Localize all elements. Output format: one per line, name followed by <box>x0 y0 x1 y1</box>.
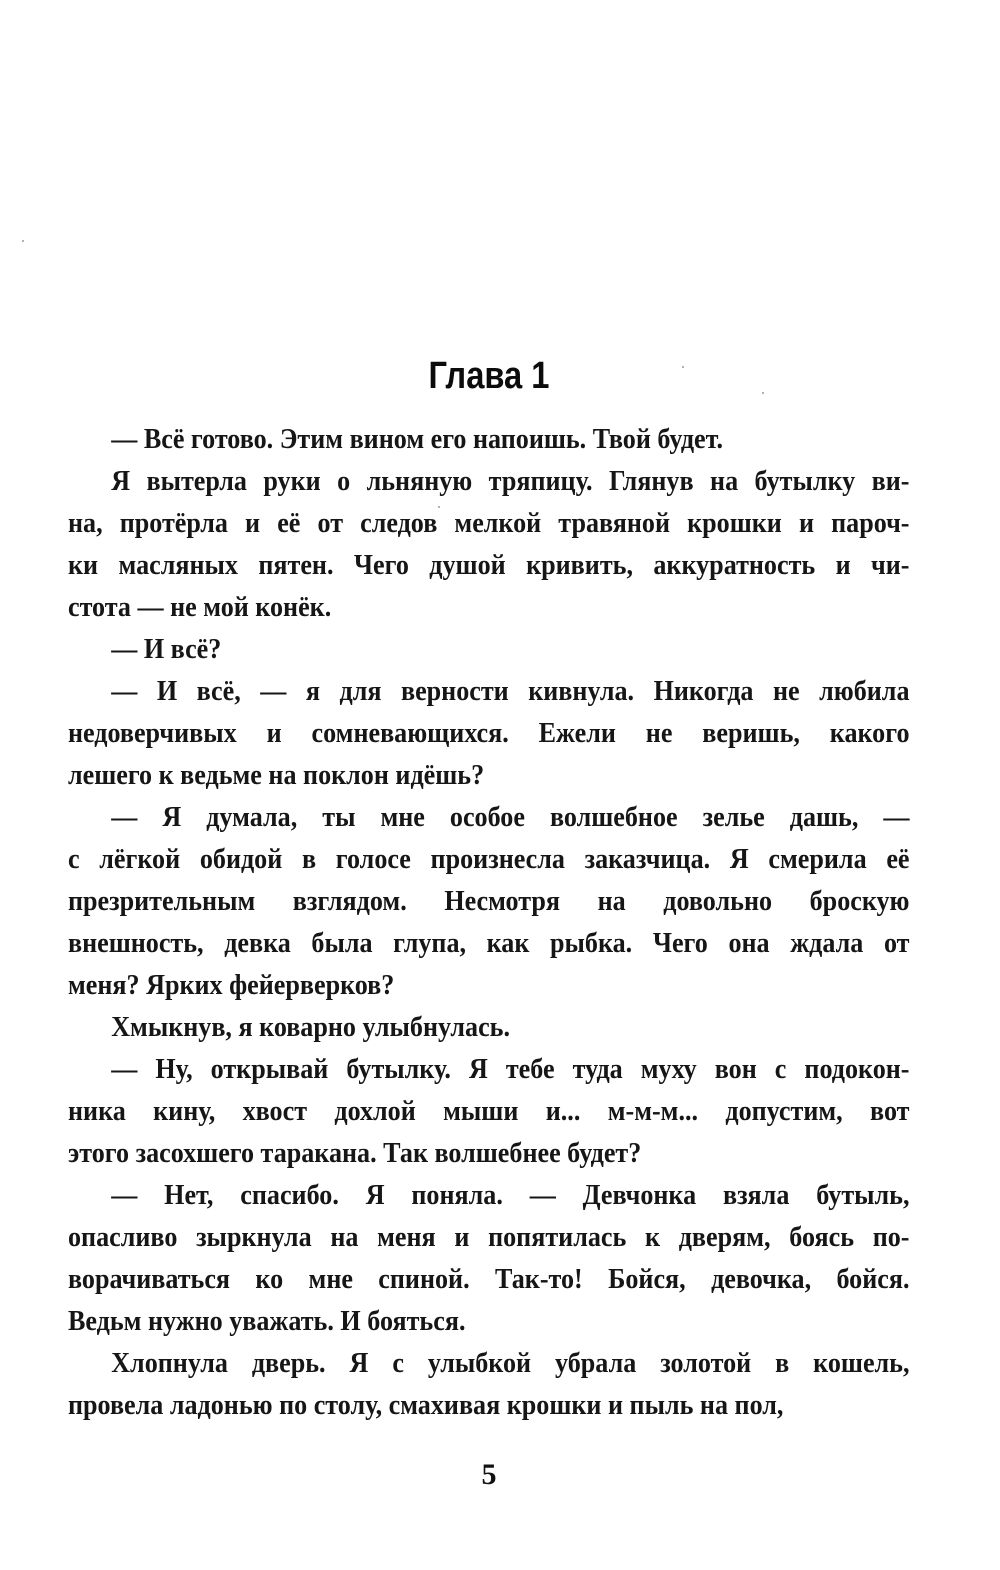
paragraph <box>68 1342 910 1426</box>
paragraph <box>68 628 910 670</box>
text-line: провела ладонью по столу, смахивая крошки и пыль на пол, <box>68 1389 784 1421</box>
text-line: Я вытерла руки о льняную тряпицу. Глянув на бутылку ви- <box>111 465 910 497</box>
scan-speck <box>22 240 24 242</box>
text-line: — И всё, — я для верности кивнула. Никогда не любила <box>111 675 910 707</box>
text-line: меня? Ярких фейерверков? <box>68 969 395 1001</box>
text-line: — И всё? <box>111 633 222 665</box>
text-line: ворачиваться ко мне спиной. Так-то! Бойся, девочка, бойся. <box>68 1263 910 1295</box>
paragraph <box>68 670 910 796</box>
text-line: опасливо зыркнула на меня и попятилась к дверям, боясь по- <box>68 1221 910 1253</box>
paragraph <box>68 418 910 460</box>
chapter-title: Глава 1 <box>428 355 550 398</box>
text-line: внешность, девка была глупа, как рыбка. Чего она ждала от <box>68 927 910 959</box>
text-line: презрительным взглядом. Несмотря на довольно броскую <box>68 885 910 917</box>
text-line: стота — не мой конёк. <box>68 591 332 623</box>
text-line: с лёгкой обидой в голосе произнесла заказчица. Я смерила её <box>68 843 910 875</box>
text-line: на, протёрла и её от следов мелкой травяной крошки и пароч- <box>68 507 910 539</box>
chapter-body <box>68 418 910 1426</box>
text-line: ника кину, хвост дохлой мыши и... м-м-м... допустим, вот <box>68 1095 910 1127</box>
text-line: Хмыкнув, я коварно улыбнулась. <box>111 1011 511 1043</box>
text-line: Хлопнула дверь. Я с улыбкой убрала золотой в кошель, <box>111 1347 910 1379</box>
paragraph <box>68 796 910 1006</box>
paragraph <box>68 1048 910 1174</box>
text-line: — Ну, открывай бутылку. Я тебе туда муху вон с подокон- <box>111 1053 910 1085</box>
paragraph <box>68 1174 910 1342</box>
text-line: Ведьм нужно уважать. И бояться. <box>68 1305 466 1337</box>
text-line: — Нет, спасибо. Я поняла. — Девчонка взяла бутыль, <box>111 1179 910 1211</box>
page-number: 5 <box>481 1458 497 1491</box>
text-line: — Я думала, ты мне особое волшебное зелье дашь, — <box>111 801 910 833</box>
paragraph <box>68 460 910 628</box>
text-line: лешего к ведьме на поклон идёшь? <box>68 759 485 791</box>
text-line: ки масляных пятен. Чего душой кривить, аккуратность и чи- <box>68 549 910 581</box>
text-line: недоверчивых и сомневающихся. Ежели не веришь, какого <box>68 717 910 749</box>
paragraph <box>68 1006 910 1048</box>
text-line: — Всё готово. Этим вином его напоишь. Твой будет. <box>111 423 724 455</box>
text-line: этого засохшего таракана. Так волшебнее будет? <box>68 1137 642 1169</box>
